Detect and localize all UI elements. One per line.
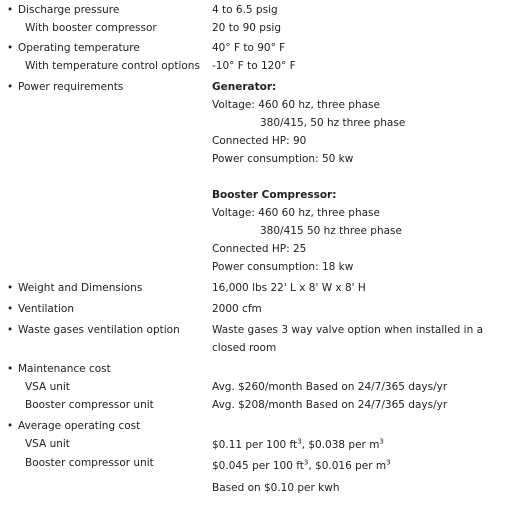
vsa-cost-m3: , $0.038 per m [301, 439, 380, 451]
spec-value-maintenance-booster: Avg. $208/month Based on 24/7/365 days/yr [212, 399, 448, 411]
spec-label-weight: • Weight and Dimensions [18, 281, 142, 295]
spec-label-maintenance-vsa: VSA unit [25, 381, 70, 393]
booster-consumption: Power consumption: 18 kw [212, 261, 354, 273]
spec-label-operating-cost: • Average operating cost [18, 419, 140, 433]
spec-value-operating-temperature: 40° F to 90° F [212, 42, 286, 54]
spec-value-waste-gases: Waste gases 3 way valve option when installed in a [212, 324, 484, 336]
spec-label-operating-temperature: • Operating temperature [18, 41, 140, 55]
spec-label-maintenance-booster: Booster compressor unit [25, 399, 154, 411]
spec-label-operating-booster: Booster compressor unit [25, 457, 154, 469]
booster-cost-m3: , $0.016 per m [308, 460, 387, 472]
generator-consumption: Power consumption: 50 kw [212, 153, 354, 165]
booster-cost-ft3: $0.045 per 100 ft [212, 460, 304, 472]
spec-value-maintenance-vsa: Avg. $260/month Based on 24/7/365 days/yr [212, 381, 448, 393]
spec-value-temp-control: -10° F to 120° F [212, 60, 296, 72]
booster-voltage: Voltage: 460 60 hz, three phase [212, 207, 380, 219]
spec-value-waste-gases-cont: closed room [212, 342, 277, 354]
booster-hp: Connected HP: 25 [212, 243, 307, 255]
spec-value-operating-vsa [212, 438, 384, 452]
spec-value-weight: 16,000 lbs 22' L x 8' W x 8' H [212, 282, 366, 294]
spec-label-waste-gases: • Waste gases ventilation option [18, 323, 180, 337]
spec-label-temp-control: With temperature control options [25, 60, 200, 72]
spec-label-discharge-pressure: • Discharge pressure [18, 3, 119, 17]
spec-label-with-booster: With booster compressor [25, 22, 157, 34]
spec-value-ventilation: 2000 cfm [212, 303, 262, 315]
vsa-ft3-exponent: 3 [297, 437, 302, 446]
spec-value-discharge-pressure: 4 to 6.5 psig [212, 4, 278, 16]
generator-voltage: Voltage: 460 60 hz, three phase [212, 99, 380, 111]
booster-heading: Booster Compressor: [212, 189, 337, 201]
spec-label-maintenance: • Maintenance cost [18, 362, 111, 376]
booster-ft3-exponent: 3 [303, 458, 309, 467]
spec-value-operating-booster [212, 459, 391, 473]
vsa-m3-exponent: 3 [379, 437, 384, 446]
operating-cost-note: Based on $0.10 per kwh [212, 482, 340, 494]
booster-m3-exponent: 3 [386, 458, 391, 467]
generator-voltage-alt: 380/415, 50 hz three phase [260, 117, 406, 129]
booster-voltage-alt: 380/415 50 hz three phase [260, 225, 402, 237]
generator-hp: Connected HP: 90 [212, 135, 307, 147]
vsa-cost-ft3: $0.11 per 100 ft [212, 439, 298, 451]
spec-label-ventilation: • Ventilation [18, 302, 74, 316]
spec-label-operating-vsa: VSA unit [25, 438, 70, 450]
generator-heading: Generator: [212, 81, 277, 93]
spec-value-with-booster: 20 to 90 psig [212, 22, 281, 34]
spec-label-power-requirements: • Power requirements [18, 80, 123, 94]
